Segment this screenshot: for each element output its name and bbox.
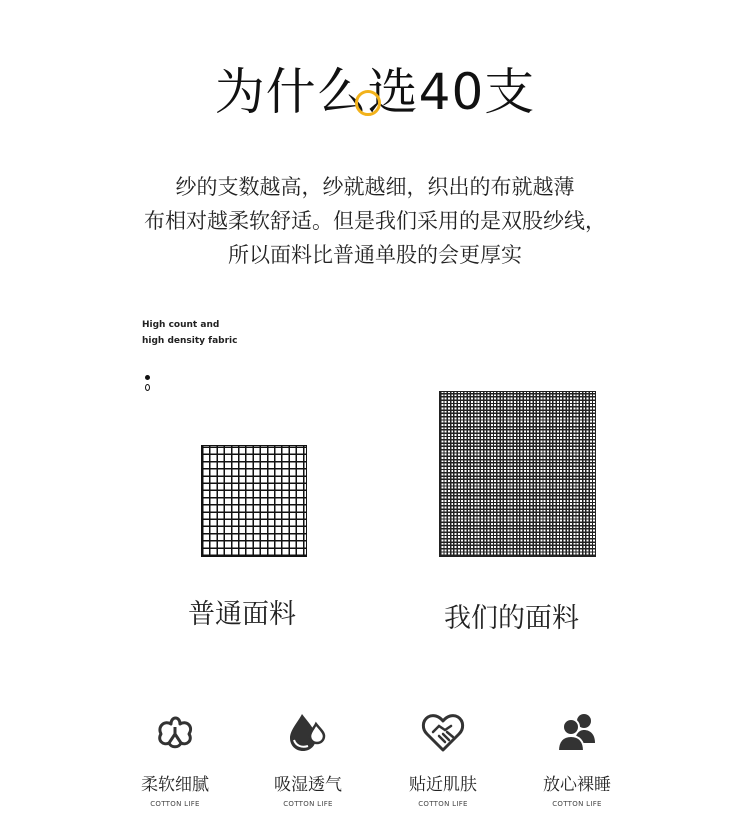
- fabric-tag-line-1: High count and: [142, 320, 220, 330]
- feature-breathable: [253, 710, 363, 808]
- feature-soft-sub: COTTON LIFE: [150, 800, 200, 808]
- description: [0, 170, 750, 272]
- feature-sleep: [522, 710, 632, 808]
- normal-fabric-label: 普通面料: [188, 599, 296, 630]
- normal-fabric-grid: [201, 445, 307, 557]
- feature-sleep-name: 放心裸睡: [543, 775, 611, 795]
- feature-breathable-sub: COTTON LIFE: [283, 800, 333, 808]
- feature-sleep-sub: COTTON LIFE: [552, 800, 602, 808]
- feature-skin-sub: COTTON LIFE: [418, 800, 468, 808]
- cotton-icon: [153, 710, 197, 754]
- ring-icon: [145, 384, 150, 391]
- people-icon: [555, 710, 599, 754]
- our-fabric-grid: [439, 391, 596, 557]
- feature-soft-name: 柔软细腻: [141, 775, 209, 795]
- title-accent-ring: [355, 90, 381, 116]
- water-drop-icon: [286, 710, 330, 754]
- page-title: 为什么选40支: [214, 63, 536, 121]
- fabric-tag-line-2: high density fabric: [142, 336, 238, 346]
- feature-breathable-name: 吸湿透气: [274, 775, 342, 795]
- description-line-1: 纱的支数越高，纱就越细，织出的布就越薄: [175, 175, 575, 199]
- our-fabric-label: 我们的面料: [444, 603, 579, 634]
- dot-icon: [145, 375, 150, 380]
- feature-skin-name: 贴近肌肤: [409, 775, 477, 795]
- description-line-2: 布相对越柔软舒适。但是我们采用的是双股纱线，: [144, 209, 606, 233]
- feature-soft: [120, 710, 230, 808]
- heart-handshake-icon: [421, 710, 465, 754]
- feature-skin: [388, 710, 498, 808]
- description-line-3: 所以面料比普通单股的会更厚实: [228, 243, 522, 267]
